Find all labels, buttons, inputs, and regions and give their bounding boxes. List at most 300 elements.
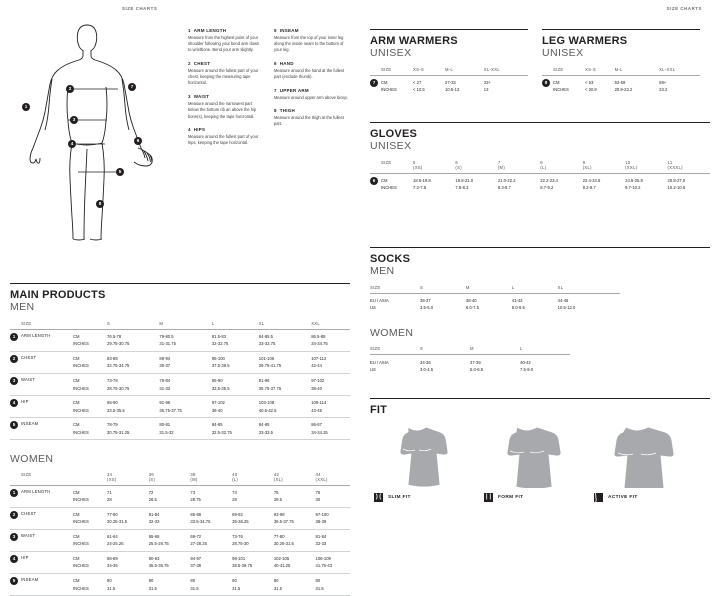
- cell-inches: 38-40: [211, 407, 223, 413]
- col-header: XL: [259, 318, 311, 329]
- instruction-item: [274, 108, 348, 127]
- instruction-body: Measure around the hand at the fullest part (exclude thumb).: [274, 67, 345, 80]
- cell-cm: 97-102: [211, 400, 225, 406]
- socks-title: SOCKS: [370, 252, 411, 265]
- cell-inches: 40-41.25: [273, 563, 291, 569]
- col-header: 5 (XS): [413, 157, 455, 173]
- cell-cm: 65-68: [148, 534, 160, 540]
- col-header: 42 (XL): [274, 469, 316, 485]
- cell-eu: 41-43: [511, 297, 523, 303]
- table-header-row: [10, 469, 350, 485]
- instruction-body: Measure around the fullest part of your hips, keeping the tape horizontal.: [188, 133, 259, 146]
- col-size-label: SIZE: [21, 469, 73, 485]
- table-row: [370, 293, 620, 315]
- cell-inches: 40.5-42.5: [258, 407, 277, 413]
- instruction-item: [188, 94, 262, 120]
- section-divider: [370, 122, 710, 123]
- instruction-number: 4: [188, 127, 191, 133]
- cell-inches: 29: [232, 497, 237, 503]
- table-row: [370, 355, 570, 377]
- col-header: L: [212, 318, 259, 329]
- col-header: 9 (XL): [583, 157, 625, 173]
- col-header: XL: [558, 282, 620, 293]
- table-row: 5 INSEAM CM INCHES 80 31.5 80 31.5 80 31.5 80 31.5 80 31.5 80 31.5: [10, 574, 350, 596]
- col-header: 40 (L): [232, 469, 274, 485]
- diagram-callout: 5: [116, 168, 124, 176]
- cell-inches: 38-39: [315, 519, 327, 525]
- col-header: 7 (M): [498, 157, 540, 173]
- row-label: HIP: [21, 551, 73, 573]
- cell-inches: 7.3-7.8: [413, 185, 427, 191]
- section-divider: [370, 29, 528, 30]
- diagram-callout: 3: [70, 116, 78, 124]
- row-badge: 2: [10, 511, 18, 519]
- cell-cm: 86.5-88: [311, 334, 326, 340]
- cell-inches: 31.5: [273, 585, 282, 591]
- cell-cm: 91-96: [258, 378, 270, 384]
- instruction-body: Measure around upper arm above bicep.: [274, 94, 348, 100]
- diagram-callout: 2: [66, 85, 74, 93]
- unit-label: CM: [553, 80, 560, 86]
- active-fit-shirt-icon: [594, 424, 680, 488]
- arm-warmers-subtitle: UNISEX: [370, 47, 412, 60]
- right-page: [360, 0, 720, 560]
- cell-us: 10.5-12.0: [557, 305, 576, 311]
- table-row: [370, 75, 528, 97]
- arm-warmers-table: [370, 64, 528, 97]
- diagram-callout: 1: [22, 103, 30, 111]
- cell-eu: 34-36: [420, 359, 431, 365]
- instruction-title: THIGH: [279, 108, 296, 114]
- cell-us: 5.0-6.5: [470, 366, 484, 372]
- instruction-title: ARM LENGTH: [193, 28, 227, 33]
- row-badge: 6: [370, 177, 378, 185]
- col-header: S: [420, 344, 470, 355]
- cell-cm: 74: [232, 489, 237, 495]
- cell-cm: 85-88: [190, 512, 202, 517]
- col-header: M-L: [615, 64, 660, 75]
- socks-women-table: [370, 344, 570, 377]
- cell-inches: 31.5: [232, 585, 241, 591]
- socks-men-table: [370, 282, 620, 315]
- instruction-title: HAND: [279, 61, 294, 67]
- instruction-number: 6: [274, 61, 277, 67]
- col-size-label: SIZE: [553, 64, 585, 75]
- instruction-number: 5: [274, 28, 277, 33]
- cell-cm: 76: [315, 489, 321, 495]
- row-label: CHEST: [21, 507, 73, 529]
- row-badge: 2: [10, 355, 18, 363]
- table-header-row: [370, 282, 620, 293]
- instruction-title: WAIST: [193, 94, 210, 100]
- cell-cm: 79-80.5: [159, 334, 174, 340]
- row-badge: 5: [10, 421, 18, 429]
- active-fit-icon: ( ): [594, 493, 603, 502]
- cell-cm: 73-78: [107, 378, 118, 384]
- cell-inches: 30: [315, 497, 321, 503]
- col-header: XS-S: [585, 64, 615, 75]
- cell-cm: 90-93: [148, 556, 160, 562]
- col-header: 44 (XXL): [316, 469, 350, 485]
- cell-inches: 32-32.75: [211, 341, 229, 347]
- cell-cm: 89-92: [232, 512, 243, 517]
- cell-us: 3.5-5.0: [420, 305, 434, 311]
- col-header: 10 (XXL): [625, 157, 667, 173]
- cell-cm: 95-100: [211, 356, 225, 362]
- col-header: 8 (L): [540, 157, 582, 173]
- cell-cm: 98-101: [232, 556, 246, 562]
- section-divider: [370, 398, 710, 399]
- diagram-callout: 8: [96, 200, 104, 208]
- col-header: S: [107, 318, 159, 329]
- cell-inches: 38.5-39.75: [232, 563, 253, 569]
- cell-cm: 80-81: [159, 422, 171, 428]
- cell-us: 3.0-4.5: [420, 366, 434, 372]
- slim-fit-name: SLIM FIT: [388, 494, 411, 500]
- cell-inches: 31.5: [107, 585, 116, 591]
- table-header-row: [370, 64, 528, 75]
- table-row: 5 INSEAM CM INCHES 78-79 30.75-31.25 80-81 31.5-32 84-85 32.5-32.75 84-85 33-33.5 86-87 34-34.25: [10, 418, 350, 440]
- cell-cm: 89-94: [159, 356, 171, 362]
- fit-items-row: [370, 424, 710, 502]
- cell-cm: 71: [107, 489, 112, 495]
- cell-us: 7.5-9.0: [520, 366, 534, 372]
- col-header: M: [470, 344, 520, 355]
- col-size-label: SIZE: [381, 157, 413, 173]
- instruction-item: [188, 127, 262, 146]
- cell-cm: 84-85: [258, 422, 270, 428]
- instruction-item: [274, 88, 348, 101]
- cell-cm: 73-76: [232, 534, 243, 540]
- instruction-item: [274, 28, 348, 54]
- unit-label: EU / ASIA: [370, 359, 389, 365]
- cell-cm: 106-109: [315, 556, 331, 562]
- cell-cm: 80: [148, 578, 154, 584]
- main-products-title: MAIN PRODUCTS: [10, 289, 106, 301]
- unit-label: US: [370, 366, 376, 372]
- instructions-column-2: [274, 28, 348, 154]
- instructions-column-1: [188, 28, 262, 154]
- cell-inches: 8.7-9.2: [540, 185, 554, 191]
- row-badge: 5: [10, 577, 18, 585]
- instruction-body: Measure from the highest point of your shoulder following your bend arm down to wristbone. Bend your arm slightly.: [188, 34, 260, 53]
- cell-cm: 76.5-78: [107, 334, 122, 340]
- table-header-row: [10, 318, 350, 329]
- cell-inches: 35.75-37.75: [159, 407, 182, 413]
- cell-cm: 79-84: [159, 378, 171, 384]
- col-header: M: [466, 282, 512, 293]
- slim-fit-icon: )(: [374, 493, 383, 501]
- cell-cm: 27-33: [445, 80, 456, 86]
- body-measurement-diagram: [10, 17, 185, 249]
- instruction-title: HIPS: [193, 127, 206, 133]
- col-header: 11 (XXXL): [668, 157, 710, 173]
- row-badge: 7: [370, 79, 378, 87]
- table-row: [542, 75, 700, 97]
- cell-inches: 13: [483, 87, 489, 93]
- instruction-body: Measure around the fullest part of your chest, keeping the measuring tape horizontal.: [188, 67, 259, 86]
- cell-inches: 35.75-37.75: [258, 385, 282, 391]
- row-label: ARM LENGTH: [21, 329, 73, 351]
- cell-cm: 80: [107, 578, 112, 584]
- cell-cm: 77-80: [107, 512, 118, 517]
- cell-inches: 7.8-8.3: [455, 185, 469, 191]
- leg-warmers-title: LEG WARMERS: [542, 35, 628, 47]
- cell-cm: 72: [148, 489, 154, 495]
- cell-cm: 86-87: [311, 422, 322, 428]
- cell-eu: 40-42: [520, 359, 531, 365]
- cell-inches: 37-38: [190, 563, 202, 569]
- cell-inches: 42-44: [311, 363, 322, 369]
- cell-inches: 29.75-30.75: [107, 341, 130, 347]
- cell-cm: 83-88: [107, 356, 118, 362]
- instruction-number: 1: [188, 28, 191, 33]
- cell-inches: 39.75-41.75: [258, 363, 282, 369]
- cell-cm: 94-97: [190, 556, 202, 562]
- cell-inches: 28.75-30: [232, 541, 249, 547]
- table-header-row: [370, 344, 570, 355]
- instruction-title: UPPER ARM: [279, 87, 309, 93]
- section-divider: [370, 247, 710, 248]
- col-header: M-L: [445, 64, 484, 75]
- measurement-instructions: [188, 28, 353, 154]
- cell-inches: 8.3-8.7: [497, 185, 511, 191]
- row-label: WAIST: [21, 374, 73, 396]
- table-header-row: [370, 157, 710, 173]
- table-row: 1 ARM LENGTH CM INCHES 71 28 72 28.5 73 28.75 74 29 75 29.5 76 30: [10, 485, 350, 507]
- cell-cm: 80: [190, 578, 196, 584]
- cell-inches: 34-35: [107, 563, 118, 569]
- col-header: 36 (S): [149, 469, 191, 485]
- table-row: 1 ARM LENGTH CM INCHES 76.5-78 29.75-30.75 79-80.5 31-31.75 81.5-83 32-32.75 84-85.5 33-33.75 86.5-88 34-34.75: [10, 329, 350, 351]
- diagram-callout: 6: [134, 137, 142, 145]
- unit-label: US: [370, 305, 376, 311]
- cell-inches: 28.5: [148, 497, 157, 503]
- row-badge: 1: [10, 333, 18, 341]
- cell-inches: 33.5-34.75: [190, 519, 211, 525]
- warmers-row: [370, 29, 710, 97]
- cell-inches: 32-33: [315, 541, 327, 547]
- col-size-label: SIZE: [381, 64, 413, 75]
- form-fit-label-row: [484, 493, 570, 502]
- cell-cm: 59+: [659, 80, 667, 86]
- cell-cm: 75: [273, 489, 279, 495]
- cell-inches: 31.5-32: [159, 429, 174, 435]
- cell-inches: 38-40: [311, 385, 322, 391]
- table-row: 4 HIP CM INCHES 85-90 33.5-35.5 91-96 35.75-37.75 97-102 38-40 103-108 40.5-42.5 109-114 43-45: [10, 396, 350, 418]
- cell-inches: 30.25-31.5: [107, 519, 128, 525]
- form-fit-icon: ||: [484, 493, 493, 501]
- instruction-number: 2: [188, 61, 191, 67]
- cell-inches: 32-33: [148, 519, 160, 525]
- instruction-item: [188, 28, 262, 54]
- col-header: 38 (M): [190, 469, 232, 485]
- unit-label: EU / ASIA: [370, 297, 389, 303]
- cell-cm: 18.6-19.8: [413, 178, 431, 183]
- arm-warmers-title: ARM WARMERS: [370, 35, 458, 47]
- fit-section: [370, 398, 710, 504]
- cell-cm: 24.6-25.8: [625, 178, 643, 183]
- cell-cm: 69-72: [190, 534, 202, 540]
- cell-cm: 81-84: [148, 512, 160, 517]
- instruction-body: Measure from the top of your inner leg along the inside seam to the bottom of your leg.: [274, 34, 344, 53]
- slim-fit-label-row: [374, 493, 460, 502]
- row-label: WAIST: [21, 529, 73, 551]
- cell-cm: 23.4-24.6: [582, 178, 601, 183]
- col-size-label: SIZE: [21, 318, 73, 329]
- cell-cm: 78-79: [107, 422, 118, 428]
- cell-cm: 25.8-27.0: [667, 178, 686, 183]
- instruction-number: 8: [274, 108, 277, 114]
- main-products-men-subtitle: MEN: [10, 301, 35, 314]
- row-badge: 4: [10, 399, 18, 407]
- unit-label: INCHES: [381, 87, 397, 93]
- col-header: 34 (XS): [107, 469, 149, 485]
- page-header-left: SIZE CHARTS: [122, 6, 158, 11]
- cell-cm: 21.0-22.2: [497, 178, 516, 183]
- section-divider: [542, 29, 700, 30]
- col-header: 6 (S): [455, 157, 497, 173]
- active-fit-label-row: [594, 490, 680, 504]
- cell-cm: 107-112: [311, 356, 327, 362]
- instruction-body: Measure around the narrowest part below the bottom rib an above the hip bone(s), keeping the tape horizontal.: [188, 100, 257, 119]
- cell-inches: 34-34.75: [311, 341, 328, 347]
- row-label: CHEST: [21, 351, 73, 373]
- cell-inches: 31.5: [315, 585, 324, 591]
- form-fit-shirt-icon: [484, 424, 570, 488]
- cell-cm: 93-96: [273, 512, 285, 517]
- socks-men-subtitle: MEN: [370, 265, 395, 278]
- col-header: M: [159, 318, 211, 329]
- form-fit-name: FORM FIT: [498, 494, 524, 500]
- cell-inches: 33-33.5: [258, 429, 273, 435]
- cell-inches: 28.75: [190, 497, 201, 503]
- col-size-label: SIZE: [370, 344, 420, 355]
- cell-inches: 35-37: [159, 363, 171, 369]
- cell-inches: 9.2-9.7: [582, 185, 596, 191]
- cell-cm: 80: [273, 578, 279, 584]
- cell-inches: 29.5: [273, 497, 282, 503]
- cell-inches: 31-33: [159, 385, 171, 391]
- women-size-table: [10, 469, 350, 596]
- cell-inches: 37.5-39.5: [211, 363, 230, 369]
- row-badge: 8: [542, 79, 550, 87]
- table-row: 3 WAIST CM INCHES 73-78 28.75-30.75 79-84 31-33 85-90 33.5-35.5 91-96 35.75-37.75 97-102 38-40: [10, 374, 350, 396]
- gloves-subtitle: UNISEX: [370, 140, 412, 153]
- table-row: [370, 173, 710, 195]
- cell-inches: 34-34.25: [311, 429, 328, 435]
- cell-cm: 81.5-83: [211, 334, 227, 340]
- instruction-body: Measure around the thigh at the fullest part.: [274, 114, 344, 127]
- table-row: 2 CHEST CM INCHES 77-80 30.25-31.5 81-84 32-33 85-88 33.5-34.75 89-92 35-36.25 93-96 36.5-37.75 97-100 38-39: [10, 507, 350, 529]
- active-fit-name: ACTIVE FIT: [608, 494, 638, 500]
- cell-inches: 33.5-35.5: [211, 385, 230, 391]
- cell-inches: 28: [107, 497, 112, 503]
- main-products-women-section: [10, 453, 350, 596]
- cell-cm: 91-96: [159, 400, 171, 406]
- fit-item-active: [594, 424, 680, 502]
- unit-label: CM: [381, 178, 388, 183]
- section-divider: [10, 283, 350, 284]
- cell-cm: < 53: [585, 80, 594, 86]
- col-size-label: SIZE: [370, 282, 420, 293]
- col-header: XXL: [311, 318, 350, 329]
- cell-cm: 97-102: [311, 378, 325, 384]
- cell-inches: 33-33.75: [258, 341, 276, 347]
- body-silhouette-icon: [10, 17, 185, 249]
- main-products-section: [10, 283, 350, 440]
- cell-cm: 61-64: [107, 534, 118, 540]
- socks-section: [370, 247, 710, 377]
- table-row: 3 WAIST CM INCHES 61-64 24-25.25 65-68 25.5-26.75 69-72 27-28.25 73-76 28.75-30 77-80 30.25-31.5 81-84 32-33: [10, 529, 350, 551]
- cell-cm: 19.8-21.0: [455, 178, 474, 183]
- instruction-title: INSEAM: [279, 28, 299, 33]
- cell-cm: 80: [315, 578, 321, 584]
- col-header: S: [420, 282, 466, 293]
- cell-inches: 25.5-26.75: [148, 541, 169, 547]
- fit-title: FIT: [370, 404, 388, 417]
- col-header: XL-XXL: [659, 64, 700, 75]
- row-badge: 3: [10, 533, 18, 541]
- row-badge: 3: [10, 377, 18, 385]
- row-label: ARM LENGTH: [21, 485, 73, 507]
- cell-inches: 41.75-43: [315, 563, 333, 569]
- cell-cm: 102-105: [273, 556, 290, 562]
- slim-fit-shirt-icon: [374, 424, 460, 488]
- page-header-right: SIZE CHARTS: [666, 6, 702, 11]
- cell-inches: 31.5: [148, 585, 157, 591]
- row-label: INSEAM: [21, 574, 73, 596]
- diagram-callout: 4: [68, 140, 76, 148]
- cell-inches: 10.5-13: [445, 87, 460, 93]
- instruction-item: [188, 61, 262, 87]
- leg-warmers-section: [542, 29, 700, 97]
- cell-cm: 84-85.5: [258, 334, 273, 340]
- instruction-number: 3: [188, 94, 191, 100]
- gloves-table: [370, 157, 710, 195]
- cell-inches: 43-45: [311, 407, 322, 413]
- cell-cm: 73: [190, 489, 196, 495]
- diagram-callout: 7: [128, 83, 136, 91]
- instruction-number: 7: [274, 87, 277, 93]
- cell-eu: 37-39: [470, 359, 481, 365]
- leg-warmers-subtitle: UNISEX: [542, 47, 584, 60]
- leg-warmers-table: [542, 64, 700, 97]
- cell-cm: 85-90: [107, 400, 118, 406]
- table-row: 2 CHEST CM INCHES 83-88 32.75-34.75 89-94 35-37 95-100 37.5-39.5 101-106 39.75-41.75 107-112 42-44: [10, 351, 350, 373]
- fit-item-form: [484, 424, 570, 502]
- cell-inches: 30.25-31.5: [273, 541, 294, 547]
- gloves-section: [370, 122, 710, 195]
- cell-cm: 22.2-23.4: [540, 178, 558, 183]
- instruction-title: CHEST: [193, 61, 211, 67]
- cell-inches: 10.2-10.6: [667, 185, 686, 191]
- arm-warmers-section: [370, 29, 528, 97]
- cell-inches: 33.5-35.5: [107, 407, 125, 413]
- left-page: [0, 0, 360, 591]
- col-header: XS-S: [413, 64, 445, 75]
- cell-inches: < 20.9: [585, 87, 597, 93]
- row-badge: 4: [10, 555, 18, 563]
- cell-cm: 33+: [483, 80, 491, 86]
- gloves-title: GLOVES: [370, 127, 418, 140]
- cell-inches: 31-31.75: [159, 341, 176, 347]
- col-header: L: [512, 282, 558, 293]
- cell-inches: 30.75-31.25: [107, 429, 130, 435]
- instruction-item: [274, 61, 348, 80]
- cell-cm: 101-106: [258, 356, 275, 362]
- col-header: XL-XXL: [484, 64, 528, 75]
